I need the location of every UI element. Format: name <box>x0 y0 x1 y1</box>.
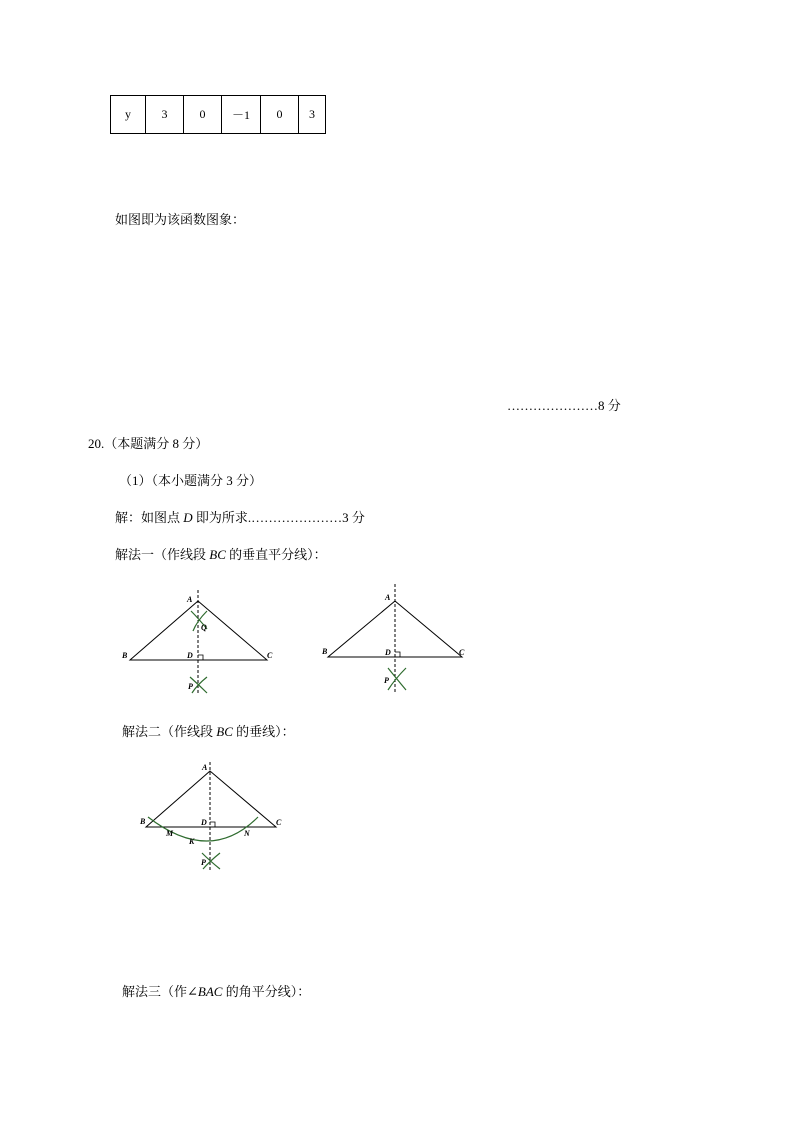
method-1-prefix: 解法一（作线段 <box>115 547 210 562</box>
table-cell: 0 <box>184 96 222 134</box>
method-2-title <box>122 724 295 740</box>
label-b: B <box>322 647 328 656</box>
table-cell: －1 <box>222 96 261 134</box>
label-q: Q <box>201 623 207 632</box>
table-cell: y <box>111 96 146 134</box>
label-a: A <box>202 763 208 772</box>
value-table <box>110 95 326 134</box>
label-c: C <box>276 818 282 827</box>
method-2-suffix: 的垂线）： <box>232 724 295 739</box>
table-cell: 3 <box>299 96 326 134</box>
right-angle-mark <box>210 822 215 827</box>
figure-3-perpendicular-line <box>136 757 296 877</box>
method-2-prefix: 解法二（作线段 <box>122 724 217 739</box>
method-3-angle: ∠BAC <box>187 984 223 999</box>
label-a: A <box>187 595 193 604</box>
question-20-header: 20.（本题满分 8 分） <box>88 436 209 451</box>
table-cell: 3 <box>146 96 184 134</box>
label-c: C <box>459 648 465 657</box>
label-b: B <box>122 651 128 660</box>
method-2-segment: BC <box>216 724 233 739</box>
solution-score: …………………3 分 <box>251 510 365 525</box>
method-3-title <box>122 984 310 1000</box>
label-n: N <box>244 829 250 838</box>
label-p: P <box>188 682 193 691</box>
label-d: D <box>201 818 207 827</box>
method-1-title <box>115 547 327 563</box>
method-3-prefix: 解法三（作 <box>122 984 188 999</box>
table-cell: 0 <box>261 96 299 134</box>
method-1-segment: BC <box>209 547 226 562</box>
right-angle-mark <box>198 655 203 660</box>
label-a: A <box>385 593 391 602</box>
figure-2-perpendicular-bisector <box>318 582 478 697</box>
right-angle-mark <box>395 652 400 657</box>
solution-prefix: 解：如图点 <box>115 510 184 525</box>
solution-suffix: 即为所求. <box>192 510 252 525</box>
method-1-suffix: 的垂直平分线）： <box>225 547 327 562</box>
label-d: D <box>187 651 193 660</box>
table-row <box>111 96 326 134</box>
label-m: M <box>166 829 174 838</box>
label-b: B <box>140 817 146 826</box>
graph-caption: 如图即为该函数图象： <box>115 212 246 227</box>
label-p: P <box>201 858 206 867</box>
label-c: C <box>267 651 273 660</box>
score-line-8: …………………8 分 <box>507 398 621 413</box>
label-p: P <box>384 676 389 685</box>
solution-point: D <box>183 510 193 525</box>
figure-1-perpendicular-bisector <box>115 585 285 700</box>
method-3-suffix: 的角平分线）： <box>222 984 311 999</box>
label-d: D <box>385 648 391 657</box>
label-k: K <box>189 837 195 846</box>
question-20-part-1: （1）（本小题满分 3 分） <box>119 473 263 488</box>
solution-line <box>115 510 365 526</box>
